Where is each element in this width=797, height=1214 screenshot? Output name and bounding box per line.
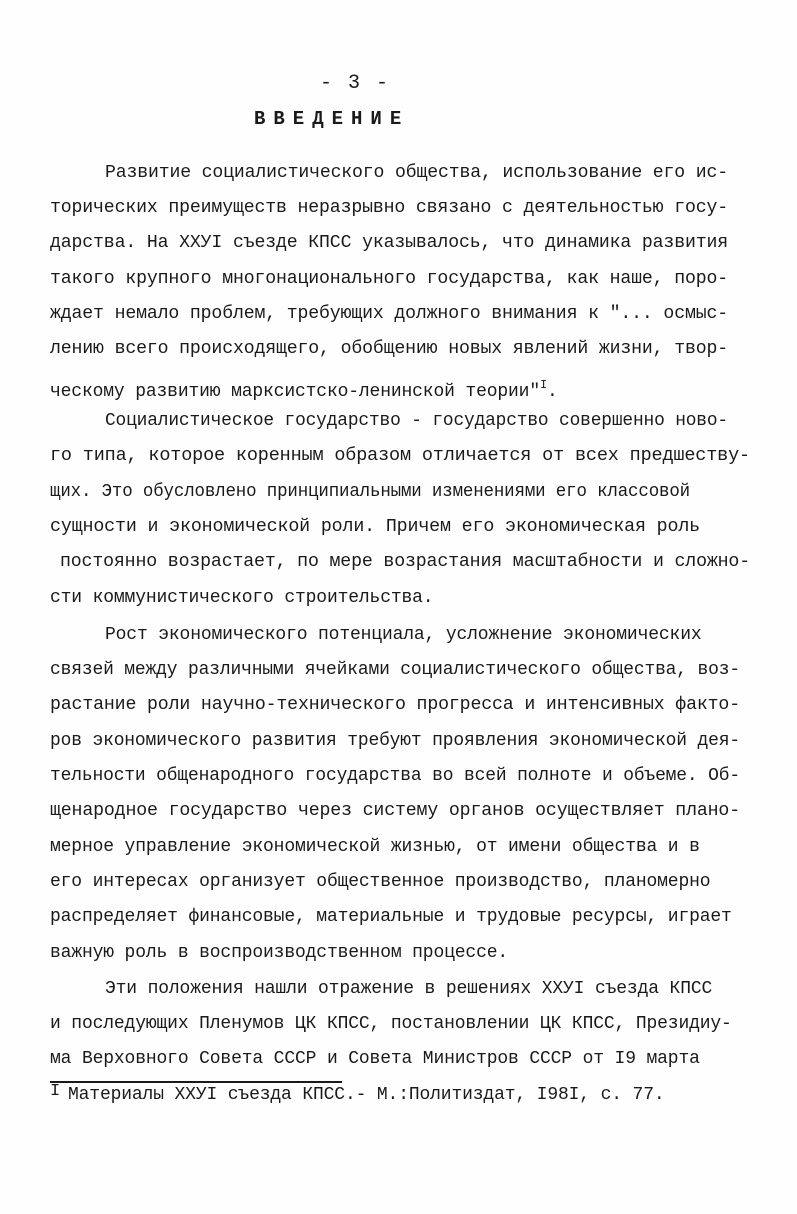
text-line: ма Верховного Совета СССР и Совета Министров СССР от I9 марта: [50, 1049, 700, 1069]
text-line: растание роли научно-технического прогресса и интенсивных факто-: [50, 695, 740, 715]
text-line: Развитие социалистического общества, использование его ис-: [105, 163, 728, 183]
text-line: Социалистическое государство - государство совершенно ново-: [105, 411, 728, 431]
text-line: Эти положения нашли отражение в решениях ХХУI съезда КПСС: [105, 979, 713, 999]
text-line: мерное управление экономической жизнью, от имени общества и в: [50, 837, 700, 857]
text-line: Рост экономического потенциала, усложнение экономических: [105, 625, 702, 645]
text-line: ческому развитию марксистско-ленинской теории": [50, 382, 540, 402]
text-line: ждает немало проблем, требующих должного внимания к "... осмыс-: [50, 304, 728, 324]
text-line: го типа, которое коренным образом отличается от всех предшеству-: [50, 446, 750, 466]
text-line: лению всего происходящего, обобщению новых явлений жизни, твор-: [50, 339, 728, 359]
text-line: связей между различными ячейками социалистического общества, воз-: [50, 660, 740, 680]
footnote-text: Материалы ХХУI съезда КПСС.- М.:Политиздат, I98I, с. 77.: [68, 1085, 665, 1105]
text-line: тельности общенародного государства во всей полноте и объеме. Об-: [50, 766, 740, 786]
text-line: ров экономического развития требуют проявления экономической дея-: [50, 731, 740, 751]
text-line: постоянно возрастает, по мере возрастания масштабности и сложно-: [60, 552, 750, 572]
text-line: распределяет финансовые, материальные и трудовые ресурсы, играет: [50, 907, 732, 927]
text-line: торических преимуществ неразрывно связано с деятельностью госу-: [50, 198, 728, 218]
page-number: - 3 -: [320, 72, 391, 95]
text-line: дарства. На ХХУI съезде КПСС указывалось, что динамика развития: [50, 233, 728, 253]
text-line: щенародное государство через систему органов осуществляет плано-: [50, 801, 740, 821]
text-line: и последующих Пленумов ЦК КПСС, постановлении ЦК КПСС, Президиу-: [50, 1014, 732, 1034]
text-line: важную роль в воспроизводственном процессе.: [50, 943, 509, 963]
footnote-separator: [50, 1081, 342, 1083]
text-line-with-footnote-ref: [50, 374, 558, 403]
line-end-punct: .: [547, 382, 558, 402]
footnote-ref: I: [539, 378, 548, 392]
text-line: щих. Это обусловлено принципиальными изменениями его классовой: [50, 482, 690, 502]
text-line: сти коммунистического строительства.: [50, 588, 434, 608]
text-line: его интересах организует общественное производство, планомерно: [50, 872, 711, 892]
text-line: сущности и экономической роли. Причем его экономическая роль: [50, 517, 701, 537]
section-title: ВВЕДЕНИЕ: [254, 108, 410, 130]
footnote-mark: I: [50, 1082, 61, 1101]
text-line: такого крупного многонационального государства, как наше, поро-: [50, 269, 728, 289]
